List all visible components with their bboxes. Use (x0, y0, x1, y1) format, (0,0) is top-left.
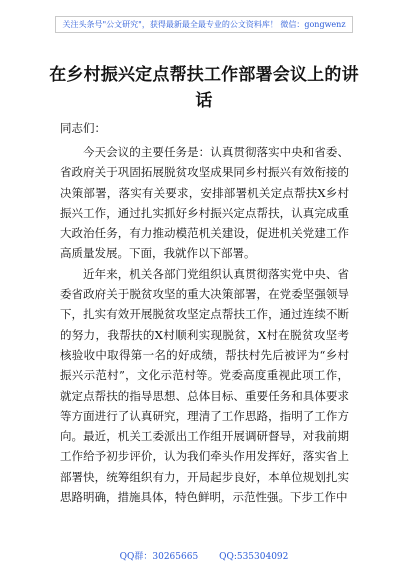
header-banner-text: 关注头条号"公文研究"，获得最新最全最专业的公文资料库！ 微信：gongwenz (55, 16, 352, 33)
salutation: 同志们： (60, 121, 106, 135)
document-body (60, 142, 349, 507)
header-banner (0, 16, 408, 33)
paragraph: 近年来，机关各部门党组织认真贯彻落实党中央、省委省政府关于脱贫攻坚的重大决策部署，在党委坚强领导下，扎实有效开展脱贫攻坚定点帮扶工作，通过连续不断的努力，我帮扶的X村顺利实现脱贫，X村在脱贫攻坚考核验收中取得第一名的好成绩，帮扶村先后被评为“乡村振兴示范村”，文化示范村等。党委高度重视此项工作，就定点帮扶的指导思想、总体目标、重要任务和具体要求等方面进行了认真研究，理清了工作思路，指明了工作方向。最近，机关工委派出工作组开展调研督导，对我前期工作给予初步评价，认为我们牵头作用发挥好，落实省上部署快，统筹组织有力，开局起步良好，本单位规划扎实思路明确，措施具体，特色鲜明，示范性强。下步工作中 (60, 266, 349, 505)
document-title: 在乡村振兴定点帮扶工作部署会议上的讲话 (49, 65, 359, 111)
footer-qq-group: QQ群：30265665 (119, 552, 199, 562)
footer-qq: QQ:535304092 (219, 552, 289, 562)
footer (0, 549, 408, 562)
paragraph: 今天会议的主要任务是：认真贯彻落实中央和省委、省政府关于巩固拓展脱贫攻坚成果同乡村振兴有效衔接的决策部署，落实有关要求，安排部署机关定点帮扶X乡村振兴工作，通过扎实抓好乡村振兴定点帮扶，认真完成重大政治任务，有力推动模范机关建设，促进机关党建工作高质量发展。下面，我就作以下部署。 (60, 145, 349, 261)
